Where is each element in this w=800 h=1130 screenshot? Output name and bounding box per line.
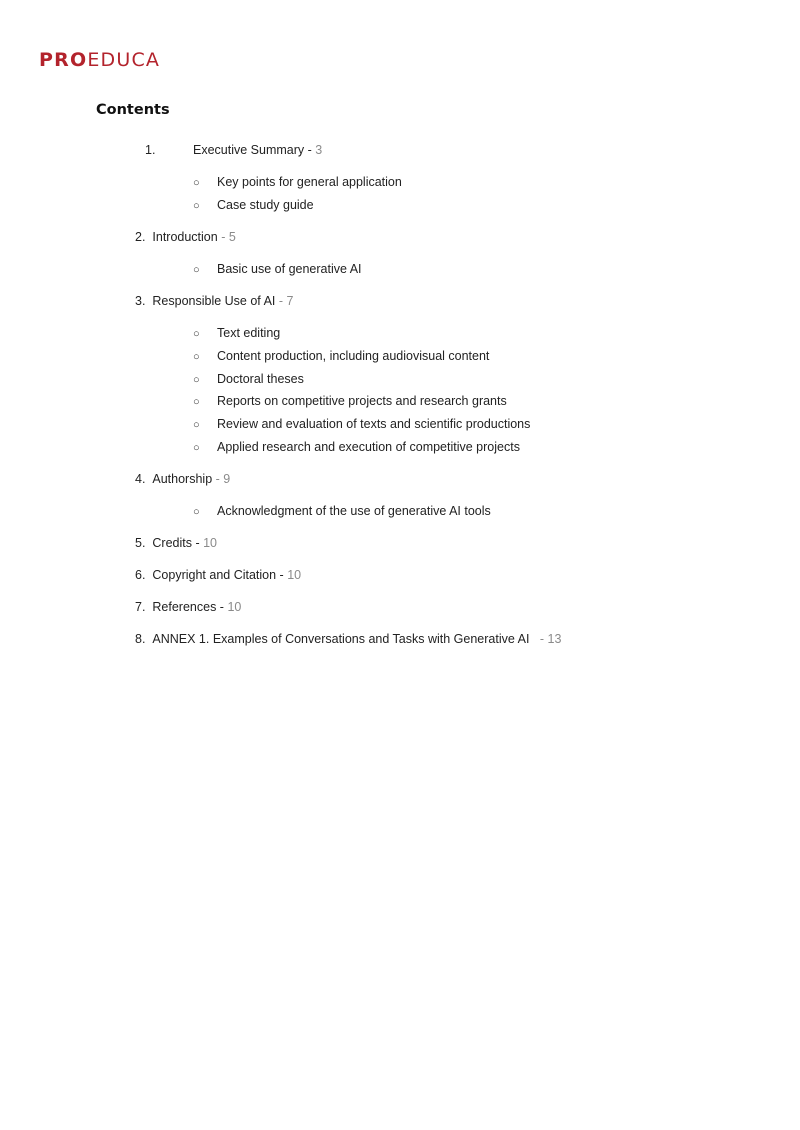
toc-subitem-text: Text editing — [217, 326, 281, 340]
toc-subitem-text: Case study guide — [217, 198, 314, 212]
toc-entry-separator: - — [212, 472, 224, 486]
toc-entry-separator: - — [217, 230, 229, 244]
toc-entry-separator: - — [216, 600, 228, 614]
toc-entry-title: References — [152, 600, 217, 614]
toc-entry[interactable] — [135, 535, 217, 551]
hollow-bullet-icon: ○ — [193, 200, 200, 212]
toc-entry-page: 5 — [228, 230, 236, 244]
toc-entry-page: 13 — [547, 632, 562, 646]
toc-entry-title: Copyright and Citation — [152, 568, 277, 582]
toc-entry-number: 7. — [135, 600, 146, 614]
hollow-bullet-icon: ○ — [193, 396, 200, 408]
toc-entry-title: ANNEX 1. Examples of Conversations and Tasks with Generative AI — [152, 632, 530, 646]
toc-entry-number: 1. — [145, 143, 156, 157]
toc-entry-number: 8. — [135, 632, 146, 646]
toc-entry[interactable] — [145, 142, 345, 158]
hollow-bullet-icon: ○ — [193, 506, 200, 518]
toc-subitem-text: Doctoral theses — [217, 372, 304, 386]
hollow-bullet-icon: ○ — [193, 442, 200, 454]
toc-subitem-text: Reports on competitive projects and research grants — [217, 394, 507, 408]
toc-entry[interactable] — [135, 567, 301, 583]
toc-subitem-text: Acknowledgment of the use of generative AI tools — [217, 504, 491, 518]
hollow-bullet-icon: ○ — [193, 328, 200, 340]
toc-entry[interactable] — [135, 471, 230, 487]
toc-entry-title: Responsible Use of AI — [152, 294, 276, 308]
toc-entry-separator: - — [275, 294, 287, 308]
hollow-bullet-icon: ○ — [193, 374, 200, 386]
toc-entry-title: Executive Summary — [193, 143, 305, 157]
toc-entry-page: 9 — [223, 472, 231, 486]
toc-entry[interactable] — [135, 599, 241, 615]
toc-entry-number: 2. — [135, 230, 146, 244]
logo-bold-text: PRO — [39, 49, 88, 71]
logo-light-text: EDUCA — [87, 49, 161, 71]
toc-entry-number: 6. — [135, 568, 146, 582]
toc-entry[interactable] — [135, 293, 293, 309]
toc-entry-separator: - — [529, 632, 548, 646]
toc-entry-page: 10 — [203, 536, 217, 550]
toc-entry-separator: - — [276, 568, 288, 582]
toc-entry[interactable] — [135, 229, 236, 245]
toc-subitem-text: Basic use of generative AI — [217, 262, 362, 276]
toc-entry-title: Authorship — [152, 472, 213, 486]
toc-entry-title-wrap — [193, 142, 322, 158]
toc-entry-number: 4. — [135, 472, 146, 486]
toc-entry-title: Introduction — [152, 230, 218, 244]
hollow-bullet-icon: ○ — [193, 419, 200, 431]
toc-entry[interactable] — [135, 631, 561, 647]
toc-subitem-text: Applied research and execution of competitive projects — [217, 440, 520, 454]
toc-subitem-text: Review and evaluation of texts and scientific productions — [217, 417, 531, 431]
toc-entry-page: 10 — [287, 568, 302, 582]
toc-entry-page: 7 — [286, 294, 294, 308]
toc-entry-page: 3 — [315, 143, 323, 157]
toc-entry-number: 5. — [135, 536, 146, 550]
toc-subitem-text: Content production, including audiovisual content — [217, 349, 490, 363]
toc-entry-title: Credits — [152, 536, 192, 550]
toc-entry-number: 3. — [135, 294, 146, 308]
hollow-bullet-icon: ○ — [193, 177, 200, 189]
toc-subitem-text: Key points for general application — [217, 175, 402, 189]
toc-entry-separator: - — [191, 536, 204, 550]
contents-heading: Contents — [96, 102, 170, 118]
hollow-bullet-icon: ○ — [193, 264, 200, 276]
hollow-bullet-icon: ○ — [193, 351, 200, 363]
toc-entry-page: 10 — [227, 600, 242, 614]
toc-entry-separator: - — [304, 143, 316, 157]
